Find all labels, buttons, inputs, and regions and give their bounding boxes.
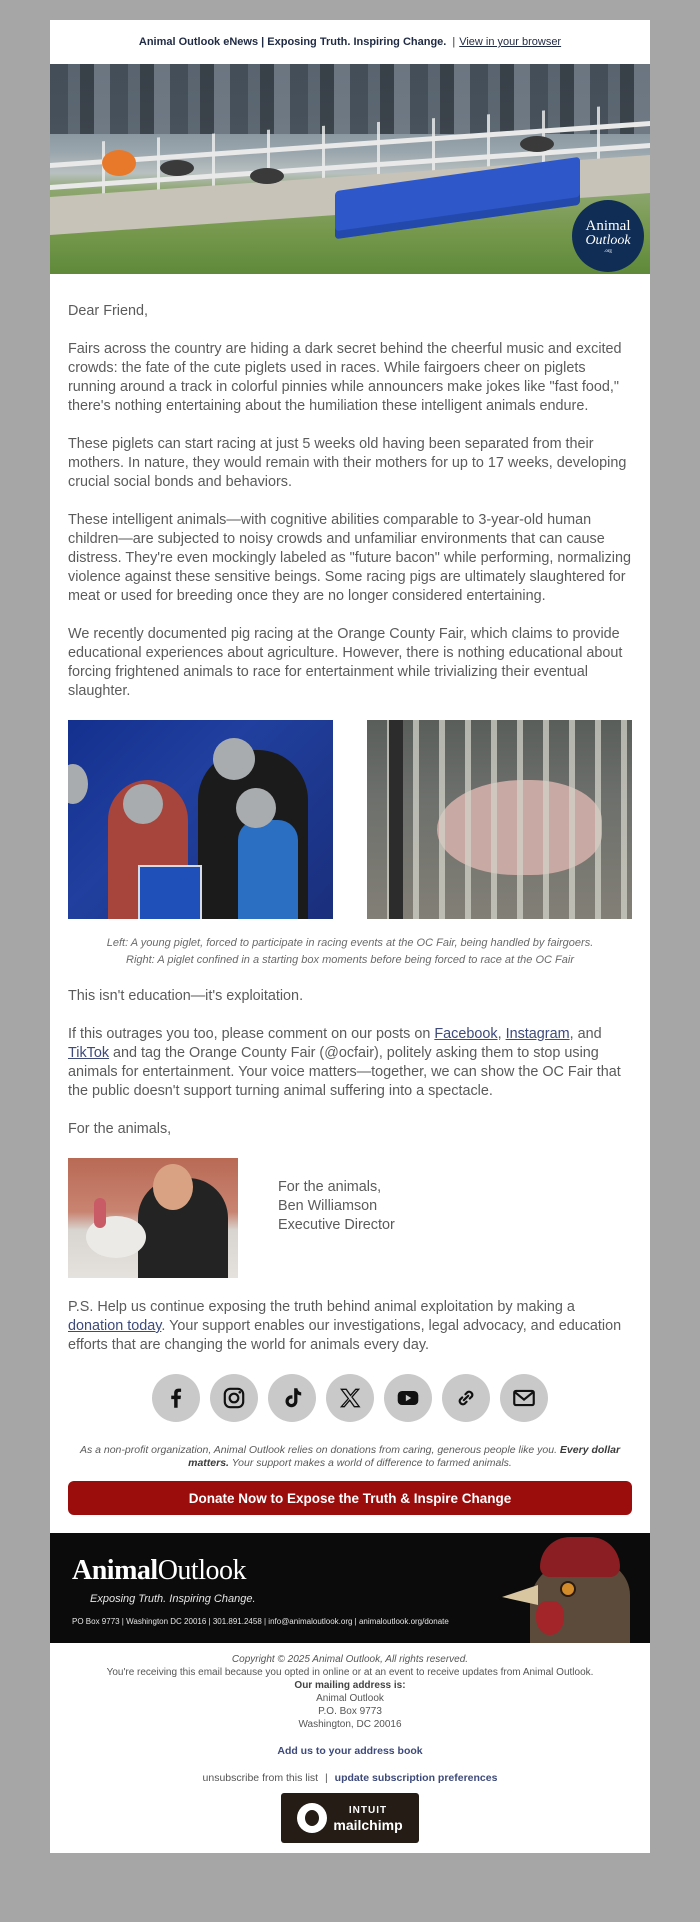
mailchimp-text xyxy=(333,1804,402,1832)
rooster-beak xyxy=(502,1585,538,1605)
face-blur xyxy=(213,738,255,780)
signature-title: Executive Director xyxy=(278,1217,395,1233)
mailing-address-line: Washington, DC 20016 xyxy=(298,1719,402,1730)
receiving-note: You're receiving this email because you opted in online or at an event to receive updates from Animal Outlook. xyxy=(106,1667,594,1678)
text-bold: Every dollar matters. xyxy=(188,1444,621,1469)
text-run: . Your support enables our investigations, legal advocacy, and education efforts that are changing the world for animals every day. xyxy=(68,1318,622,1353)
closing-line: For the animals, xyxy=(68,1121,172,1137)
facebook-icon xyxy=(163,1385,189,1411)
rooster-eye xyxy=(560,1581,576,1597)
mailing-address-heading: Our mailing address is: xyxy=(294,1680,406,1691)
nonprofit-note xyxy=(50,1444,650,1470)
legal-footer xyxy=(50,1643,650,1843)
youtube-icon[interactable] xyxy=(384,1374,432,1422)
face-blur xyxy=(236,788,276,828)
update-preferences-link[interactable]: update subscription preferences xyxy=(334,1772,498,1784)
call-to-action-paragraph xyxy=(68,1025,632,1101)
rooster-image xyxy=(500,1533,650,1643)
brand-rest: Outlook xyxy=(157,1555,246,1586)
hero-racing-pig xyxy=(250,168,284,184)
footer-tagline: Exposing Truth. Inspiring Change. xyxy=(90,1593,256,1605)
hero-racing-pig xyxy=(160,160,194,176)
email-icon[interactable] xyxy=(500,1374,548,1422)
body-paragraph: These intelligent animals—with cognitive abilities comparable to 3-year-old human children—are subjected to noisy crowds and unfamiliar environments that can cause distress. They're even mockingly labeled as "future bacon" while performing, normalizing violence against these sensitive beings. Some racing pigs are ultimately slaughtered for meat or used for breeding once they are no longer considered entertaining. xyxy=(68,512,632,604)
view-in-browser-link[interactable]: View in your browser xyxy=(459,36,562,48)
email-body xyxy=(50,274,650,1355)
text-run: , and xyxy=(569,1026,602,1042)
signature-name: Ben Williamson xyxy=(278,1198,378,1214)
copyright: Copyright © 2025 Animal Outlook, All rights reserved. xyxy=(231,1654,469,1665)
logo-text-org: .org xyxy=(604,248,612,254)
link-icon xyxy=(453,1385,479,1411)
x-icon[interactable] xyxy=(326,1374,374,1422)
text-run: If this outrages you too, please comment on our posts on xyxy=(68,1026,435,1042)
tiktok-icon xyxy=(279,1385,305,1411)
greeting: Dear Friend, xyxy=(68,303,148,319)
add-to-address-book-link[interactable]: Add us to your address book xyxy=(277,1745,423,1757)
x-icon xyxy=(337,1385,363,1411)
animal-outlook-logo xyxy=(572,200,644,272)
mailchimp-logo-icon xyxy=(297,1803,327,1833)
donation-today-link[interactable]: donation today xyxy=(68,1318,162,1334)
body-paragraph: This isn't education—it's exploitation. xyxy=(68,988,304,1004)
text-run: Your support makes a world of difference to farmed animals. xyxy=(228,1457,512,1469)
preheader-bar xyxy=(50,20,650,64)
hero-racing-pig xyxy=(520,136,554,152)
signature-closing: For the animals, xyxy=(278,1179,382,1195)
social-icons-row xyxy=(50,1374,650,1422)
signature-text xyxy=(238,1158,395,1235)
mailing-address-line: P.O. Box 9773 xyxy=(318,1706,382,1717)
tiktok-icon[interactable] xyxy=(268,1374,316,1422)
text-run: As a non-profit organization, Animal Outlook relies on donations from caring, generous people like you. xyxy=(79,1444,560,1456)
email-container xyxy=(50,20,650,1853)
face-blur xyxy=(68,764,88,804)
text-run: , xyxy=(497,1026,506,1042)
mailing-address-line: Animal Outlook xyxy=(316,1693,384,1704)
instagram-icon xyxy=(221,1385,247,1411)
footer-contact-info: PO Box 9773 | Washington DC 20016 | 301.891.2458 | info@animaloutlook.org | animaloutlook.org/donate xyxy=(72,1617,449,1626)
mailchimp-badge[interactable] xyxy=(281,1793,419,1843)
photo-cage-bars xyxy=(367,720,632,919)
photo-turkey-neck xyxy=(94,1198,106,1228)
link-divider: | xyxy=(325,1772,328,1784)
face-blur xyxy=(123,784,163,824)
tiktok-link[interactable]: TikTok xyxy=(68,1045,110,1061)
photo-piglet-handled xyxy=(68,720,333,919)
youtube-icon xyxy=(395,1385,421,1411)
caption-right: Right: A piglet confined in a starting box moments before being forced to race at the OC Fair xyxy=(126,954,574,966)
body-paragraph: These piglets can start racing at just 5 weeks old having been separated from their mothers. In nature, they would remain with their mothers for up to 17 weeks, developing crucial social bonds and behaviors. xyxy=(68,436,627,490)
brand-bold: Animal xyxy=(72,1555,158,1586)
subscription-links xyxy=(50,1772,650,1785)
photo-person-head xyxy=(153,1164,193,1210)
instagram-icon[interactable] xyxy=(210,1374,258,1422)
photo-pair xyxy=(68,720,632,919)
footer-banner xyxy=(50,1533,650,1643)
photo-person xyxy=(238,820,298,919)
preheader-title: Animal Outlook eNews | Exposing Truth. Inspiring Change. xyxy=(138,36,447,48)
mailchimp-intuit: INTUIT xyxy=(348,1805,388,1816)
rooster-comb xyxy=(540,1537,620,1577)
email-icon xyxy=(511,1385,537,1411)
facebook-icon[interactable] xyxy=(152,1374,200,1422)
text-run: and tag the Orange County Fair (@ocfair), politely asking them to stop using animals for entertainment. Your voice matters—together, we can show the OC Fair that the public doesn't support turning animal suffering into a spectacle. xyxy=(68,1045,621,1099)
hero-racing-pig xyxy=(102,150,136,176)
caption-left: Left: A young piglet, forced to participate in racing events at the OC Fair, being handled by fairgoers. xyxy=(106,937,594,949)
rooster-wattle xyxy=(536,1601,564,1635)
instagram-link[interactable]: Instagram xyxy=(505,1026,570,1042)
photo-post xyxy=(389,720,403,919)
postscript xyxy=(68,1298,632,1355)
body-paragraph: We recently documented pig racing at the Orange County Fair, which claims to provide educational experiences about agriculture. However, there is nothing educational about forcing frightened animals to race for entertainment while trivializing their eventual slaughter. xyxy=(68,626,623,699)
photo-race-box xyxy=(138,865,202,919)
body-paragraph: Fairs across the country are hiding a dark secret behind the cheerful music and excited crowds: the fate of the cute piglets used in races. While fairgoers cheer on piglets running around a track in colorful pinnies while announcers make jokes like "fast food," there's nothing entertaining about the humiliation these intelligent animals endure. xyxy=(68,341,622,414)
photo-piglet-starting-box xyxy=(367,720,632,919)
logo-text-outlook: Outlook xyxy=(585,232,631,248)
logo-text-animal: Animal xyxy=(585,217,631,234)
footer-brand xyxy=(72,1555,246,1587)
text-run: P.S. Help us continue exposing the truth behind animal exploitation by making a xyxy=(68,1299,575,1315)
donate-button[interactable]: Donate Now to Expose the Truth & Inspire Change xyxy=(68,1481,632,1515)
hero-image xyxy=(50,64,650,274)
director-photo xyxy=(68,1158,238,1278)
mailchimp-wordmark: mailchimp xyxy=(333,1817,403,1833)
photo-caption xyxy=(68,935,632,969)
signature-block xyxy=(68,1158,632,1278)
donate-button-wrapper xyxy=(50,1481,650,1515)
facebook-link[interactable]: Facebook xyxy=(434,1026,498,1042)
link-icon[interactable] xyxy=(442,1374,490,1422)
preheader-separator: | xyxy=(452,36,456,48)
unsubscribe-link[interactable]: unsubscribe from this list xyxy=(202,1772,319,1784)
